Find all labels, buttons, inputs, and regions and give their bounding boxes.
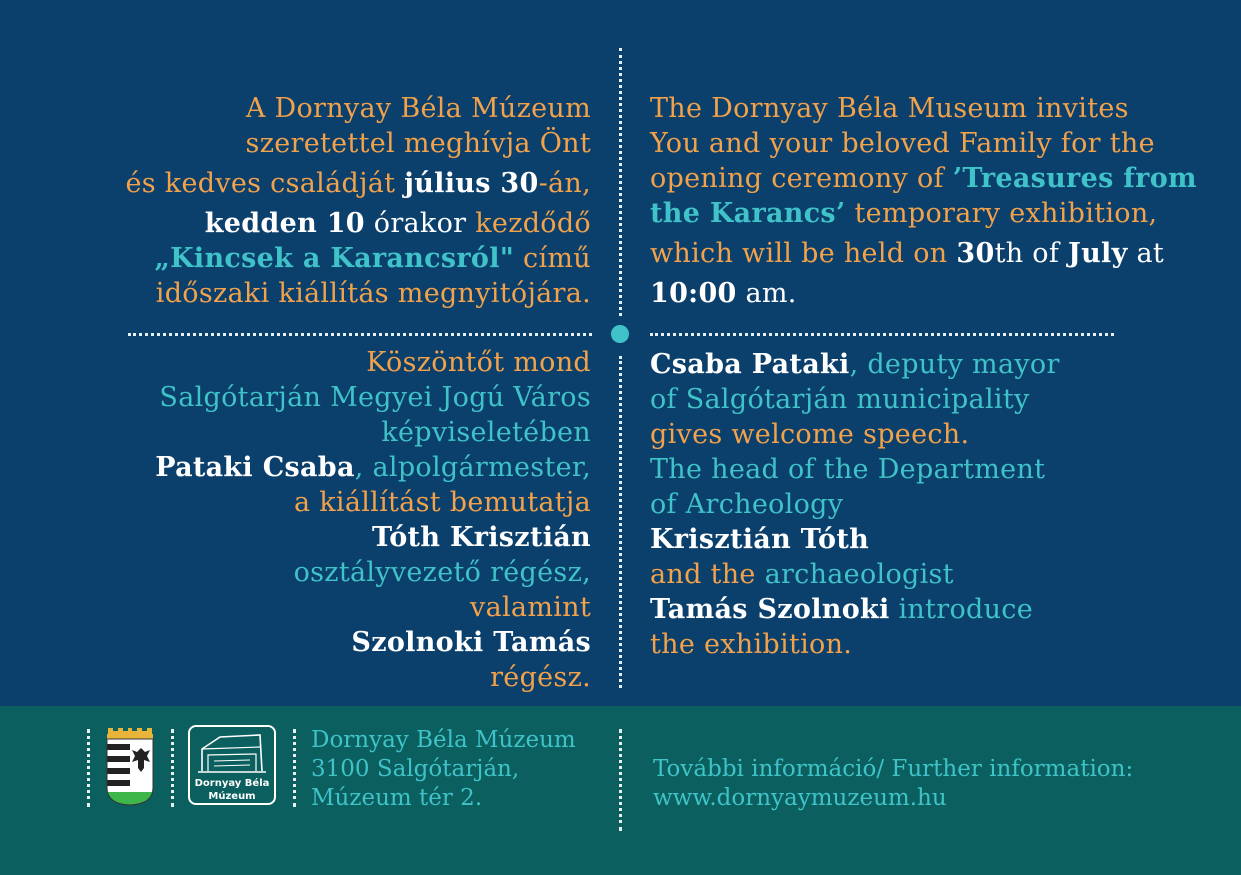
en-text: temporary exhibition,	[845, 198, 1158, 229]
city-coat-of-arms-icon	[104, 726, 156, 806]
en-line: The Dornyay Béla Museum invites	[650, 93, 1129, 124]
museum-address	[311, 726, 576, 813]
hu-line: osztályvezető régész,	[293, 557, 591, 588]
en-line	[650, 196, 1220, 231]
horizontal-divider-right	[650, 333, 1114, 336]
en-line: of Salgótarján municipality	[650, 384, 1030, 415]
hu-date-line	[80, 166, 591, 201]
en-line: gives welcome speech.	[650, 419, 970, 450]
speaker-name: Tóth Krisztián	[371, 522, 591, 553]
address-line: 3100 Salgótarján,	[311, 756, 520, 782]
hu-text: , alpolgármester,	[354, 452, 591, 483]
address-line: Múzeum tér 2.	[311, 785, 483, 811]
en-speaker-line	[650, 592, 1220, 627]
hu-line: A Dornyay Béla Múzeum	[245, 93, 591, 124]
hu-time: kedden 10	[204, 208, 365, 239]
hu-text: és kedves családját	[125, 168, 405, 199]
vertical-divider-bottom	[619, 356, 622, 688]
hu-speaker-line	[80, 450, 591, 485]
logo-text: Múzeum	[208, 791, 256, 802]
en-text: th of	[994, 238, 1069, 269]
hu-line: időszaki kiállítás megnyitójára.	[155, 278, 591, 309]
center-dot	[611, 325, 629, 343]
hu-line: a kiállítást bemutatja	[293, 487, 591, 518]
speaker-name: Pataki Csaba	[155, 452, 355, 483]
en-line	[650, 557, 1220, 592]
hu-text: órakor	[364, 208, 476, 239]
museum-building-logo-icon	[188, 725, 276, 805]
hu-line: régész.	[490, 662, 591, 693]
en-date: 30	[956, 238, 995, 269]
en-line: of Archeology	[650, 489, 844, 520]
en-line: The head of the Department	[650, 454, 1046, 485]
horizontal-divider-left	[128, 333, 592, 336]
en-text: which will be held on	[650, 238, 957, 269]
hu-text: -án,	[538, 168, 591, 199]
en-text: at	[1127, 238, 1165, 269]
footer-divider	[293, 729, 296, 807]
en-speaker-line	[650, 347, 1220, 382]
en-line	[650, 161, 1220, 196]
footer-divider	[171, 729, 174, 807]
footer-divider	[87, 729, 90, 807]
hu-text: kezdődő	[475, 208, 591, 239]
hu-date: július 30	[404, 168, 539, 199]
en-text: archaeologist	[764, 559, 954, 590]
logo-text: Dornyay Béla	[194, 778, 270, 789]
vertical-divider-top	[619, 48, 622, 316]
speaker-name: Szolnoki Tamás	[351, 627, 591, 658]
hu-exhibition-title: „Kincsek a Karancsról"	[154, 243, 515, 274]
hu-line: Köszöntőt mond	[366, 347, 591, 378]
en-text: introduce	[889, 594, 1033, 625]
hu-line: Salgótarján Megyei Jogú Város	[159, 382, 591, 413]
en-text: am.	[736, 278, 797, 309]
en-exhibition-title: ’Treasures from	[952, 163, 1197, 194]
en-line: the exhibition.	[650, 629, 853, 660]
en-line: You and your beloved Family for the	[650, 128, 1155, 159]
hu-text: című	[514, 243, 591, 274]
en-text: opening ceremony of	[650, 163, 953, 194]
address-line: Dornyay Béla Múzeum	[311, 727, 576, 753]
website-link[interactable]: www.dornyaymuzeum.hu	[653, 785, 947, 811]
hu-line: képviseletében	[381, 417, 591, 448]
en-date-line	[650, 236, 1220, 271]
en-exhibition-title: the Karancs’	[650, 198, 846, 229]
hu-line: valamint	[470, 592, 591, 623]
speaker-name: Tamás Szolnoki	[650, 594, 890, 625]
hu-invitation-text	[80, 91, 591, 311]
hu-title-line	[80, 241, 591, 276]
hu-speakers-text	[80, 345, 591, 695]
further-information	[653, 755, 1133, 813]
en-invitation-text	[650, 91, 1220, 311]
speaker-name: Csaba Pataki	[650, 349, 850, 380]
speaker-name: Krisztián Tóth	[650, 524, 870, 555]
vertical-divider-footer	[619, 729, 622, 831]
hu-line: szeretettel meghívja Önt	[245, 128, 591, 159]
en-text: and the	[650, 559, 765, 590]
hu-time-line	[80, 206, 591, 241]
en-speakers-text	[650, 347, 1220, 662]
en-date: July	[1068, 238, 1128, 269]
en-time-line	[650, 276, 1220, 311]
en-time: 10:00	[650, 278, 737, 309]
info-label: További információ/ Further information:	[653, 756, 1134, 782]
en-text: , deputy mayor	[849, 349, 1060, 380]
